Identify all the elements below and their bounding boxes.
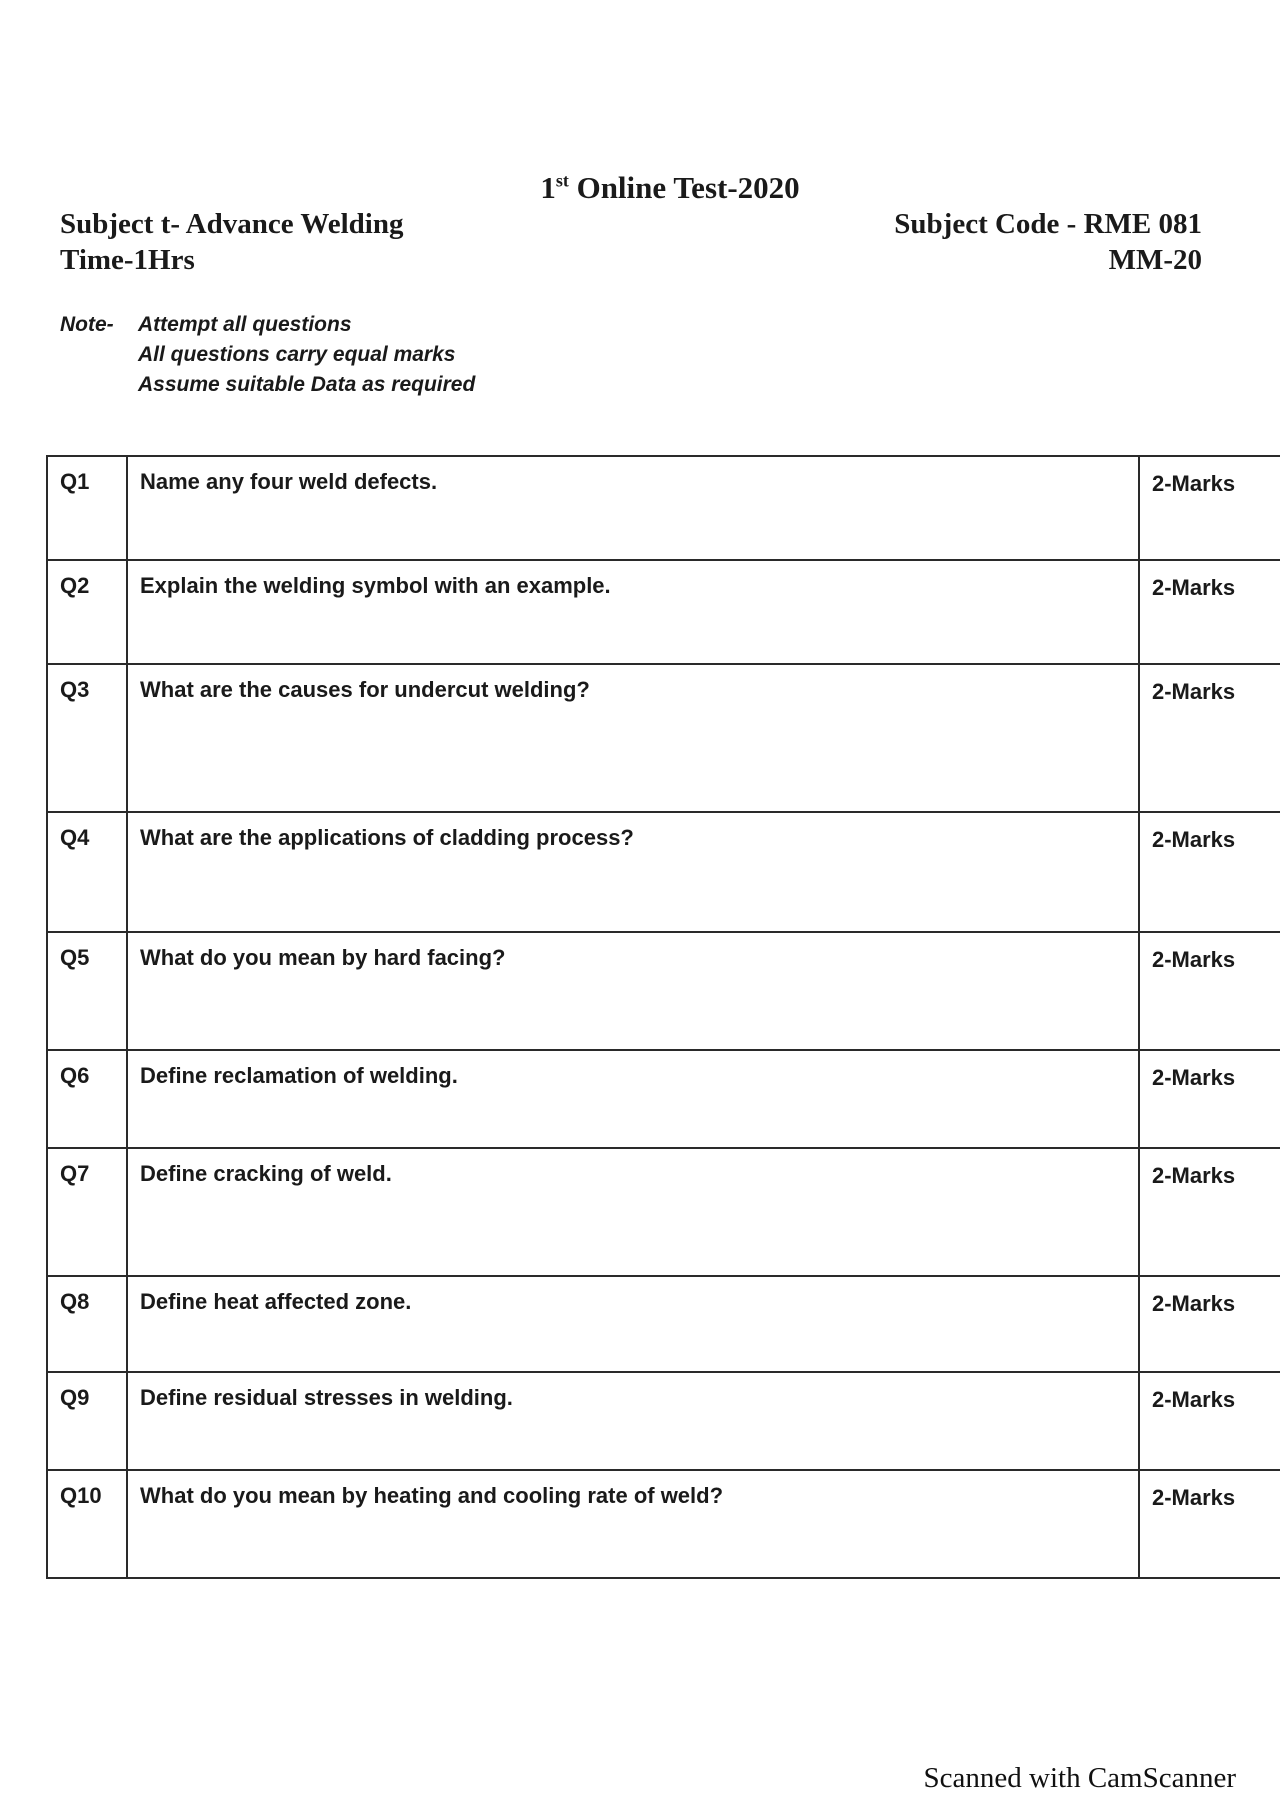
time-allowed: Time-1Hrs bbox=[60, 244, 195, 276]
questions-table bbox=[46, 455, 1280, 1579]
question-number: Q7 bbox=[47, 1148, 127, 1276]
question-marks: 2-Marks bbox=[1139, 1148, 1280, 1276]
question-marks: 2-Marks bbox=[1139, 664, 1280, 812]
question-marks: 2-Marks bbox=[1139, 1050, 1280, 1148]
question-number: Q1 bbox=[47, 456, 127, 560]
header-right bbox=[894, 206, 1202, 278]
question-row bbox=[47, 812, 1280, 932]
note-lines bbox=[138, 310, 475, 400]
question-row bbox=[47, 1372, 1280, 1470]
question-text: Name any four weld defects. bbox=[127, 456, 1139, 560]
question-number: Q9 bbox=[47, 1372, 127, 1470]
question-marks: 2-Marks bbox=[1139, 1372, 1280, 1470]
question-number: Q8 bbox=[47, 1276, 127, 1372]
question-marks: 2-Marks bbox=[1139, 456, 1280, 560]
title-text: Online Test-2020 bbox=[568, 170, 800, 205]
question-number: Q10 bbox=[47, 1470, 127, 1578]
question-text: Explain the welding symbol with an example. bbox=[127, 560, 1139, 664]
question-marks: 2-Marks bbox=[1139, 560, 1280, 664]
test-title bbox=[0, 170, 1280, 206]
question-marks: 2-Marks bbox=[1139, 812, 1280, 932]
note-line: Attempt all questions bbox=[138, 313, 352, 336]
question-number: Q5 bbox=[47, 932, 127, 1050]
question-row bbox=[47, 560, 1280, 664]
question-row bbox=[47, 1276, 1280, 1372]
question-number: Q2 bbox=[47, 560, 127, 664]
question-number: Q3 bbox=[47, 664, 127, 812]
question-text: Define residual stresses in welding. bbox=[127, 1372, 1139, 1470]
note-line: All questions carry equal marks bbox=[138, 343, 456, 366]
subject-name: Subject t- Advance Welding bbox=[60, 208, 404, 240]
scanner-watermark: Scanned with CamScanner bbox=[923, 1762, 1236, 1794]
question-row bbox=[47, 1050, 1280, 1148]
question-marks: 2-Marks bbox=[1139, 932, 1280, 1050]
header-left bbox=[60, 206, 403, 278]
question-row bbox=[47, 932, 1280, 1050]
question-row bbox=[47, 1148, 1280, 1276]
question-marks: 2-Marks bbox=[1139, 1276, 1280, 1372]
question-text: Define reclamation of welding. bbox=[127, 1050, 1139, 1148]
question-text: What are the applications of cladding process? bbox=[127, 812, 1139, 932]
title-ordinal: 1 bbox=[540, 170, 556, 205]
max-marks: MM-20 bbox=[1108, 244, 1202, 276]
note-label: Note- bbox=[60, 313, 114, 336]
question-number: Q6 bbox=[47, 1050, 127, 1148]
question-text: What do you mean by hard facing? bbox=[127, 932, 1139, 1050]
question-text: What are the causes for undercut welding? bbox=[127, 664, 1139, 812]
note-line: Assume suitable Data as required bbox=[138, 373, 476, 396]
question-text: Define cracking of weld. bbox=[127, 1148, 1139, 1276]
question-number: Q4 bbox=[47, 812, 127, 932]
question-text: What do you mean by heating and cooling rate of weld? bbox=[127, 1470, 1139, 1578]
question-marks: 2-Marks bbox=[1139, 1470, 1280, 1578]
subject-code: Subject Code - RME 081 bbox=[894, 208, 1202, 240]
question-row bbox=[47, 1470, 1280, 1578]
title-ordinal-suffix: st bbox=[555, 170, 569, 191]
question-text: Define heat affected zone. bbox=[127, 1276, 1139, 1372]
question-row bbox=[47, 664, 1280, 812]
question-row bbox=[47, 456, 1280, 560]
